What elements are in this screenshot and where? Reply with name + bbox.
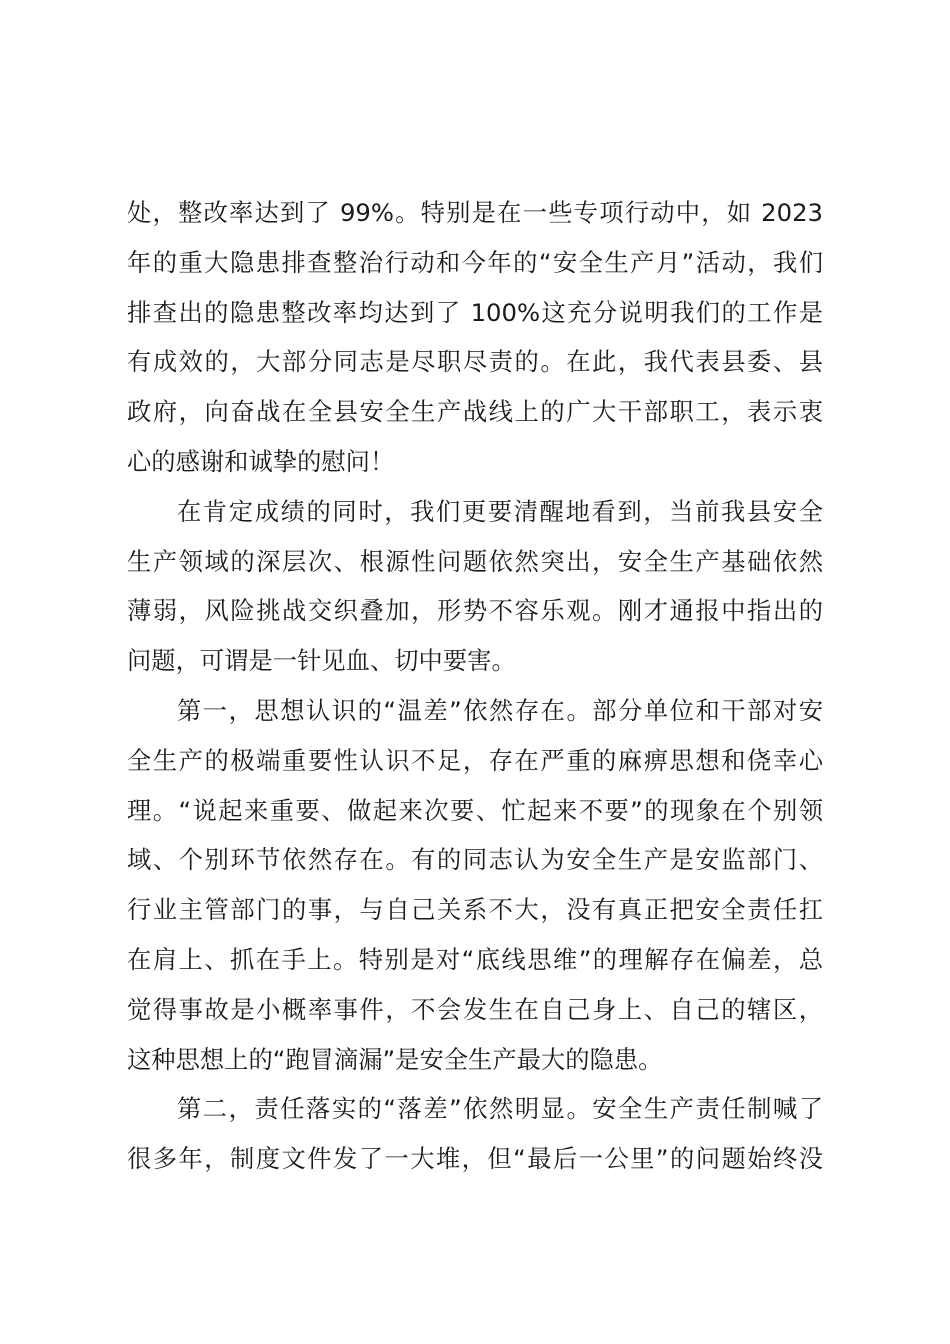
text-line: 排查出的隐患整改率均达到了 100%这充分说明我们的工作是	[127, 297, 823, 327]
document-body	[127, 188, 823, 1184]
text-line: 行业主管部门的事，与自己关系不大，没有真正把安全责任扛	[127, 895, 823, 925]
paragraph-first-point	[127, 686, 823, 1084]
text-line: 有成效的，大部分同志是尽职尽责的。在此，我代表县委、县	[127, 347, 823, 377]
text-line: 问题，可谓是一针见血、切中要害。	[127, 646, 516, 676]
text-line: 在肯定成绩的同时，我们更要清醒地看到，当前我县安全	[177, 496, 823, 526]
paragraph-achievements	[127, 188, 823, 487]
text-line: 很多年，制度文件发了一大堆，但“最后一公里”的问题始终没	[127, 1144, 823, 1174]
text-line: 处，整改率达到了 99%。特别是在一些专项行动中，如 2023	[127, 198, 823, 227]
text-line: 这种思想上的“跑冒滴漏”是安全生产最大的隐患。	[127, 1044, 663, 1074]
text-line: 在肩上、抓在手上。特别是对“底线思维”的理解存在偏差，总	[127, 944, 823, 974]
text-line: 理。“说起来重要、做起来次要、忙起来不要”的现象在个别领	[127, 795, 823, 825]
text-line: 觉得事故是小概率事件，不会发生在自己身上、自己的辖区，	[127, 994, 823, 1024]
text-line: 心的感谢和诚挚的慰问！	[127, 446, 395, 476]
text-line: 第二，责任落实的“落差”依然明显。安全生产责任制喊了	[177, 1094, 823, 1124]
paragraph-problems-overview	[127, 487, 823, 686]
text-line: 域、个别环节依然存在。有的同志认为安全生产是安监部门、	[127, 845, 823, 875]
text-line: 生产领域的深层次、根源性问题依然突出，安全生产基础依然	[127, 546, 823, 576]
text-line: 政府，向奋战在全县安全生产战线上的广大干部职工，表示衷	[127, 397, 823, 427]
text-line: 全生产的极端重要性认识不足，存在严重的麻痹思想和侥幸心	[127, 745, 823, 775]
text-line: 薄弱，风险挑战交织叠加，形势不容乐观。刚才通报中指出的	[127, 596, 823, 626]
text-line: 年的重大隐患排查整治行动和今年的“安全生产月”活动，我们	[127, 247, 823, 277]
paragraph-second-point	[127, 1084, 823, 1184]
text-line: 第一，思想认识的“温差”依然存在。部分单位和干部对安	[177, 695, 823, 725]
